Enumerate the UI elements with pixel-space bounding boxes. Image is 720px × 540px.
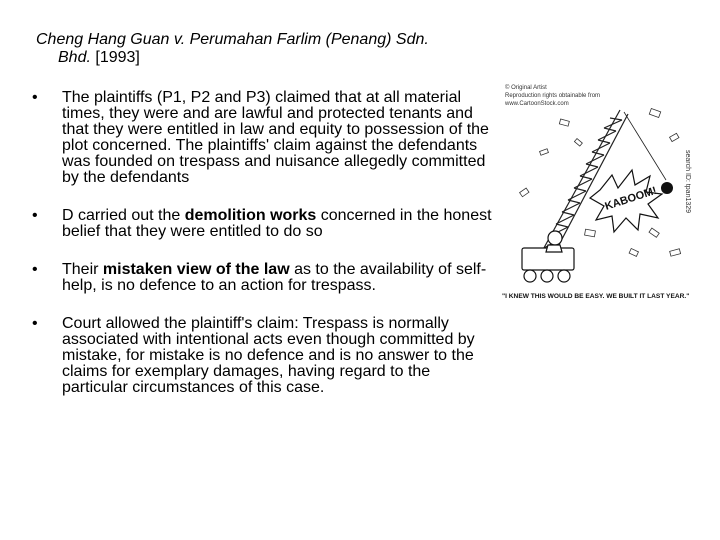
operator-cab	[522, 231, 574, 270]
bullet-text-bold: demolition works	[184, 207, 317, 224]
crane-wheels	[524, 270, 570, 282]
bullet-marker: •	[32, 207, 38, 224]
copyright-line2: Reproduction rights obtainable from	[505, 93, 601, 99]
wrecking-ball	[661, 182, 673, 194]
bullet-marker: •	[32, 261, 38, 278]
bullet-list	[32, 90, 492, 418]
bullet-item	[32, 262, 492, 294]
demolition-cartoon	[500, 80, 695, 305]
copyright-line1: © Original Artist	[505, 85, 547, 91]
bullet-text-pre: Their	[62, 261, 103, 278]
cartoon-caption: "I KNEW THIS WOULD BE EASY. WE BUILT IT LAST YEAR."	[502, 293, 690, 300]
bullet-text-bold: mistaken view of the law	[102, 261, 290, 278]
bullet-text-post: concerned in the honest belief that they were entitled to do so	[62, 207, 492, 240]
flying-debris	[520, 108, 681, 256]
bullet-marker: •	[32, 315, 38, 332]
case-title	[36, 31, 506, 67]
bullet-text-post: as to the availability of self-help, is no defence to an action for trespass.	[62, 261, 487, 294]
bullet-text-pre: D carried out the	[62, 207, 185, 224]
bullet-item	[32, 90, 492, 186]
bullet-text: The plaintiffs (P1, P2 and P3) claimed that at all material times, they were and are lawful and protected tenants and that they were entitled in law and equity to possession of the plot concerned. The plaintiffs' claim against the defendants was founded on trespass and nuisance allegedly committed by the defendants	[62, 89, 489, 186]
bullet-item	[32, 316, 492, 396]
cartoon-illustration	[500, 80, 695, 305]
bullet-text: Court allowed the plaintiff's claim: Trespass is normally associated with intentional acts even though committed by mistake, for mistake is no defence and is no answer to the claims for exemplary damages, having regard to the particular circumstances of this case.	[62, 315, 475, 396]
bullet-marker: •	[32, 89, 38, 106]
sound-effect: KABOOM!	[603, 184, 659, 213]
copyright-line3: www.CartoonStock.com	[505, 101, 569, 107]
case-name: Cheng Hang Guan v. Perumahan Farlim (Penang) Sdn.	[36, 31, 429, 48]
case-citation: [1993]	[95, 49, 140, 66]
search-id: search ID: tpan1329	[684, 150, 691, 214]
case-title-line2	[36, 49, 506, 67]
bullet-item	[32, 208, 492, 240]
case-name-cont: Bhd.	[58, 49, 91, 66]
